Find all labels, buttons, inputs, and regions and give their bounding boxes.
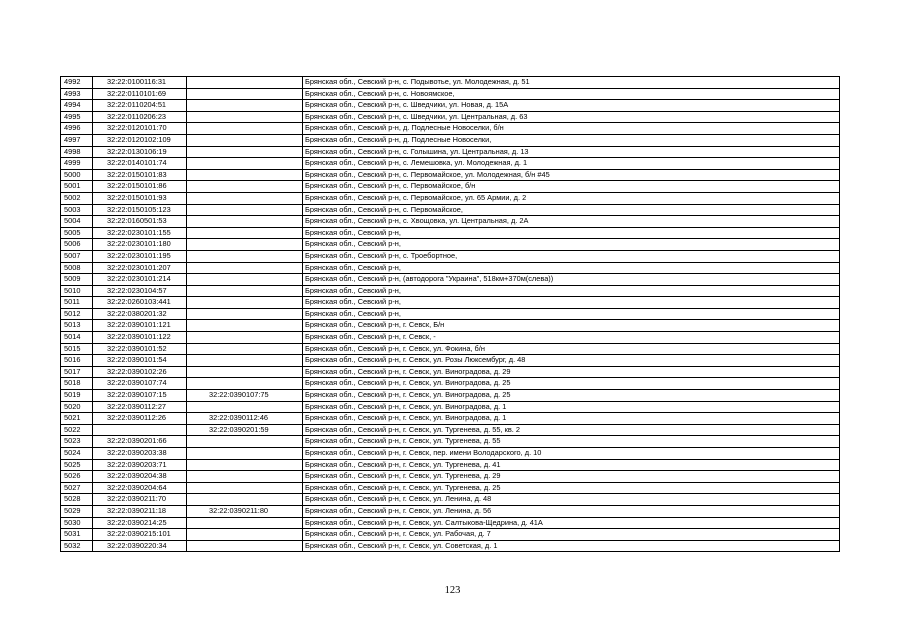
table-row (61, 181, 840, 193)
address-cell: Брянская обл., Севский р-н, (303, 227, 840, 239)
address-cell: Брянская обл., Севский р-н, с. Первомайское, ул. Молодежная, б/н #45 (303, 169, 840, 181)
table-row (61, 448, 840, 460)
address-cell: Брянская обл., Севский р-н, с. Троебортное, (303, 250, 840, 262)
table-row (61, 505, 840, 517)
previous-cadastral-number-cell (187, 366, 303, 378)
address-cell: Брянская обл., Севский р-н, г. Севск, ул. Виноградова, д. 25 (303, 378, 840, 390)
table-row (61, 332, 840, 344)
previous-cadastral-number-cell (187, 88, 303, 100)
previous-cadastral-number-cell: 32:22:0390201:59 (187, 424, 303, 436)
table-row (61, 123, 840, 135)
previous-cadastral-number-cell (187, 320, 303, 332)
cadastral-number-cell: 32:22:0150101:86 (93, 181, 187, 193)
previous-cadastral-number-cell: 32:22:0390107:75 (187, 390, 303, 402)
registry-table (60, 76, 840, 552)
address-cell: Брянская обл., Севский р-н, г. Севск, ул. Ленина, д. 48 (303, 494, 840, 506)
previous-cadastral-number-cell (187, 134, 303, 146)
previous-cadastral-number-cell (187, 227, 303, 239)
cadastral-number-cell: 32:22:0390112:26 (93, 413, 187, 425)
cadastral-number-cell: 32:22:0390203:38 (93, 448, 187, 460)
table-row (61, 390, 840, 402)
previous-cadastral-number-cell (187, 239, 303, 251)
table-row (61, 88, 840, 100)
registry-table-body (61, 77, 840, 552)
row-number-cell: 5029 (61, 505, 93, 517)
previous-cadastral-number-cell (187, 216, 303, 228)
address-cell: Брянская обл., Севский р-н, (автодорога "Украина", 518км+370м(слева)) (303, 274, 840, 286)
address-cell: Брянская обл., Севский р-н, с. Первомайское, б/н (303, 181, 840, 193)
previous-cadastral-number-cell (187, 448, 303, 460)
table-row (61, 100, 840, 112)
cadastral-number-cell: 32:22:0390220:34 (93, 540, 187, 552)
cadastral-number-cell: 32:22:0120101:70 (93, 123, 187, 135)
row-number-cell: 4994 (61, 100, 93, 112)
previous-cadastral-number-cell (187, 482, 303, 494)
row-number-cell: 5018 (61, 378, 93, 390)
cadastral-number-cell: 32:22:0150101:83 (93, 169, 187, 181)
address-cell: Брянская обл., Севский р-н, г. Севск, ул. Ленина, д. 56 (303, 505, 840, 517)
previous-cadastral-number-cell (187, 494, 303, 506)
address-cell: Брянская обл., Севский р-н, д. Подлесные Новоселки, б/н (303, 123, 840, 135)
cadastral-number-cell: 32:22:0390102:26 (93, 366, 187, 378)
table-row (61, 343, 840, 355)
table-row (61, 482, 840, 494)
cadastral-number-cell: 32:22:0150105:123 (93, 204, 187, 216)
previous-cadastral-number-cell (187, 204, 303, 216)
cadastral-number-cell: 32:22:0230101:155 (93, 227, 187, 239)
row-number-cell: 5004 (61, 216, 93, 228)
previous-cadastral-number-cell (187, 262, 303, 274)
table-row (61, 401, 840, 413)
previous-cadastral-number-cell (187, 274, 303, 286)
address-cell: Брянская обл., Севский р-н, (303, 285, 840, 297)
row-number-cell: 4998 (61, 146, 93, 158)
previous-cadastral-number-cell (187, 436, 303, 448)
row-number-cell: 5027 (61, 482, 93, 494)
address-cell: Брянская обл., Севский р-н, (303, 239, 840, 251)
row-number-cell: 5001 (61, 181, 93, 193)
cadastral-number-cell: 32:22:0110204:51 (93, 100, 187, 112)
row-number-cell: 5006 (61, 239, 93, 251)
cadastral-number-cell: 32:22:0110206:23 (93, 111, 187, 123)
cadastral-number-cell: 32:22:0390204:64 (93, 482, 187, 494)
address-cell: Брянская обл., Севский р-н, (303, 297, 840, 309)
address-cell: Брянская обл., Севский р-н, г. Севск, ул. Советская, д. 1 (303, 540, 840, 552)
address-cell: Брянская обл., Севский р-н, г. Севск, ул. Тургенева, д. 55 (303, 436, 840, 448)
row-number-cell: 5020 (61, 401, 93, 413)
previous-cadastral-number-cell (187, 459, 303, 471)
row-number-cell: 4995 (61, 111, 93, 123)
previous-cadastral-number-cell (187, 401, 303, 413)
address-cell: Брянская обл., Севский р-н, с. Шведчики, ул. Центральная, д. 63 (303, 111, 840, 123)
cadastral-number-cell: 32:22:0390107:15 (93, 390, 187, 402)
row-number-cell: 5010 (61, 285, 93, 297)
row-number-cell: 5024 (61, 448, 93, 460)
table-row (61, 204, 840, 216)
previous-cadastral-number-cell (187, 192, 303, 204)
address-cell: Брянская обл., Севский р-н, д. Подлесные Новоселки, (303, 134, 840, 146)
table-row (61, 424, 840, 436)
row-number-cell: 5014 (61, 332, 93, 344)
address-cell: Брянская обл., Севский р-н, с. Первомайское, (303, 204, 840, 216)
previous-cadastral-number-cell (187, 332, 303, 344)
cadastral-number-cell: 32:22:0390101:122 (93, 332, 187, 344)
page-number: 123 (444, 585, 461, 596)
cadastral-number-cell: 32:22:0230101:207 (93, 262, 187, 274)
row-number-cell: 5012 (61, 308, 93, 320)
previous-cadastral-number-cell (187, 378, 303, 390)
cadastral-number-cell: 32:22:0230101:214 (93, 274, 187, 286)
cadastral-number-cell: 32:22:0150101:93 (93, 192, 187, 204)
table-row (61, 320, 840, 332)
previous-cadastral-number-cell (187, 146, 303, 158)
row-number-cell: 5007 (61, 250, 93, 262)
address-cell: Брянская обл., Севский р-н, г. Севск, ул. Виноградова, д. 29 (303, 366, 840, 378)
table-row (61, 227, 840, 239)
address-cell: Брянская обл., Севский р-н, с. Первомайское, ул. 65 Армии, д. 2 (303, 192, 840, 204)
cadastral-number-cell (93, 424, 187, 436)
table-row (61, 158, 840, 170)
table-row (61, 366, 840, 378)
address-cell: Брянская обл., Севский р-н, с. Голышина, ул. Центральная, д. 13 (303, 146, 840, 158)
table-row (61, 297, 840, 309)
address-cell: Брянская обл., Севский р-н, с. Лемешовка, ул. Молодежная, д. 1 (303, 158, 840, 170)
address-cell: Брянская обл., Севский р-н, г. Севск, ул. Виноградова, д. 25 (303, 390, 840, 402)
address-cell: Брянская обл., Севский р-н, с. Шведчики, ул. Новая, д. 15А (303, 100, 840, 112)
cadastral-number-cell: 32:22:0390211:70 (93, 494, 187, 506)
previous-cadastral-number-cell (187, 181, 303, 193)
table-row (61, 216, 840, 228)
cadastral-number-cell: 32:22:0230101:180 (93, 239, 187, 251)
cadastral-number-cell: 32:22:0390214:25 (93, 517, 187, 529)
row-number-cell: 5009 (61, 274, 93, 286)
cadastral-number-cell: 32:22:0160501:53 (93, 216, 187, 228)
cadastral-number-cell: 32:22:0390107:74 (93, 378, 187, 390)
cadastral-number-cell: 32:22:0390101:54 (93, 355, 187, 367)
table-row (61, 262, 840, 274)
cadastral-number-cell: 32:22:0130106:19 (93, 146, 187, 158)
row-number-cell: 5023 (61, 436, 93, 448)
table-row (61, 413, 840, 425)
previous-cadastral-number-cell (187, 308, 303, 320)
row-number-cell: 5025 (61, 459, 93, 471)
row-number-cell: 5026 (61, 471, 93, 483)
address-cell: Брянская обл., Севский р-н, г. Севск, ул. Рабочая, д. 7 (303, 529, 840, 541)
table-row (61, 517, 840, 529)
table-row (61, 250, 840, 262)
table-row (61, 274, 840, 286)
row-number-cell: 4993 (61, 88, 93, 100)
cadastral-number-cell: 32:22:0120102:109 (93, 134, 187, 146)
address-cell: Брянская обл., Севский р-н, г. Севск, ул. Тургенева, д. 29 (303, 471, 840, 483)
row-number-cell: 5032 (61, 540, 93, 552)
cadastral-number-cell: 32:22:0390201:66 (93, 436, 187, 448)
previous-cadastral-number-cell (187, 529, 303, 541)
row-number-cell: 4999 (61, 158, 93, 170)
address-cell: Брянская обл., Севский р-н, г. Севск, Б/н (303, 320, 840, 332)
cadastral-number-cell: 32:22:0390112:27 (93, 401, 187, 413)
cadastral-number-cell: 32:22:0390101:121 (93, 320, 187, 332)
row-number-cell: 5013 (61, 320, 93, 332)
row-number-cell: 5028 (61, 494, 93, 506)
table-row (61, 540, 840, 552)
row-number-cell: 5003 (61, 204, 93, 216)
previous-cadastral-number-cell (187, 540, 303, 552)
table-row (61, 134, 840, 146)
cadastral-number-cell: 32:22:0100116:31 (93, 77, 187, 89)
table-row (61, 355, 840, 367)
cadastral-number-cell: 32:22:0140101:74 (93, 158, 187, 170)
table-row (61, 169, 840, 181)
address-cell: Брянская обл., Севский р-н, г. Севск, ул. Тургенева, д. 55, кв. 2 (303, 424, 840, 436)
row-number-cell: 5008 (61, 262, 93, 274)
table-row (61, 192, 840, 204)
row-number-cell: 5002 (61, 192, 93, 204)
previous-cadastral-number-cell (187, 297, 303, 309)
table-row (61, 239, 840, 251)
address-cell: Брянская обл., Севский р-н, г. Севск, ул. Фокина, б/н (303, 343, 840, 355)
address-cell: Брянская обл., Севский р-н, с. Хвощовка, ул. Центральная, д. 2А (303, 216, 840, 228)
row-number-cell: 5000 (61, 169, 93, 181)
address-cell: Брянская обл., Севский р-н, с. Новоямское, (303, 88, 840, 100)
table-row (61, 285, 840, 297)
row-number-cell: 4996 (61, 123, 93, 135)
previous-cadastral-number-cell (187, 100, 303, 112)
table-row (61, 436, 840, 448)
row-number-cell: 5015 (61, 343, 93, 355)
row-number-cell: 5011 (61, 297, 93, 309)
row-number-cell: 4997 (61, 134, 93, 146)
previous-cadastral-number-cell: 32:22:0390112:46 (187, 413, 303, 425)
address-cell: Брянская обл., Севский р-н, г. Севск, ул. Тургенева, д. 41 (303, 459, 840, 471)
row-number-cell: 5019 (61, 390, 93, 402)
previous-cadastral-number-cell (187, 123, 303, 135)
previous-cadastral-number-cell (187, 343, 303, 355)
table-row (61, 494, 840, 506)
previous-cadastral-number-cell (187, 250, 303, 262)
address-cell: Брянская обл., Севский р-н, г. Севск, - (303, 332, 840, 344)
cadastral-number-cell: 32:22:0390203:71 (93, 459, 187, 471)
table-row (61, 111, 840, 123)
cadastral-number-cell: 32:22:0110101:69 (93, 88, 187, 100)
table-row (61, 471, 840, 483)
row-number-cell: 5016 (61, 355, 93, 367)
table-row (61, 77, 840, 89)
cadastral-number-cell: 32:22:0230104:57 (93, 285, 187, 297)
cadastral-number-cell: 32:22:0390215:101 (93, 529, 187, 541)
cadastral-number-cell: 32:22:0260103:441 (93, 297, 187, 309)
row-number-cell: 5021 (61, 413, 93, 425)
previous-cadastral-number-cell (187, 158, 303, 170)
previous-cadastral-number-cell: 32:22:0390211:80 (187, 505, 303, 517)
previous-cadastral-number-cell (187, 77, 303, 89)
table-row (61, 459, 840, 471)
table-row (61, 146, 840, 158)
previous-cadastral-number-cell (187, 355, 303, 367)
row-number-cell: 5031 (61, 529, 93, 541)
cadastral-number-cell: 32:22:0230101:195 (93, 250, 187, 262)
cadastral-number-cell: 32:22:0380201:32 (93, 308, 187, 320)
address-cell: Брянская обл., Севский р-н, г. Севск, ул. Салтыкова-Щедрина, д. 41А (303, 517, 840, 529)
previous-cadastral-number-cell (187, 517, 303, 529)
address-cell: Брянская обл., Севский р-н, г. Севск, ул. Тургенева, д. 25 (303, 482, 840, 494)
cadastral-number-cell: 32:22:0390204:38 (93, 471, 187, 483)
cadastral-number-cell: 32:22:0390211:18 (93, 505, 187, 517)
address-cell: Брянская обл., Севский р-н, г. Севск, ул. Виноградова, д. 1 (303, 401, 840, 413)
previous-cadastral-number-cell (187, 111, 303, 123)
row-number-cell: 5022 (61, 424, 93, 436)
previous-cadastral-number-cell (187, 471, 303, 483)
address-cell: Брянская обл., Севский р-н, с. Подывотье, ул. Молодежная, д. 51 (303, 77, 840, 89)
row-number-cell: 5017 (61, 366, 93, 378)
row-number-cell: 5030 (61, 517, 93, 529)
row-number-cell: 4992 (61, 77, 93, 89)
cadastral-number-cell: 32:22:0390101:52 (93, 343, 187, 355)
address-cell: Брянская обл., Севский р-н, г. Севск, ул. Розы Люксембург, д. 48 (303, 355, 840, 367)
address-cell: Брянская обл., Севский р-н, г. Севск, пер. имени Володарского, д. 10 (303, 448, 840, 460)
address-cell: Брянская обл., Севский р-н, (303, 262, 840, 274)
table-row (61, 378, 840, 390)
address-cell: Брянская обл., Севский р-н, (303, 308, 840, 320)
row-number-cell: 5005 (61, 227, 93, 239)
table-row (61, 308, 840, 320)
table-row (61, 529, 840, 541)
previous-cadastral-number-cell (187, 285, 303, 297)
address-cell: Брянская обл., Севский р-н, г. Севск, ул. Виноградова, д. 1 (303, 413, 840, 425)
previous-cadastral-number-cell (187, 169, 303, 181)
